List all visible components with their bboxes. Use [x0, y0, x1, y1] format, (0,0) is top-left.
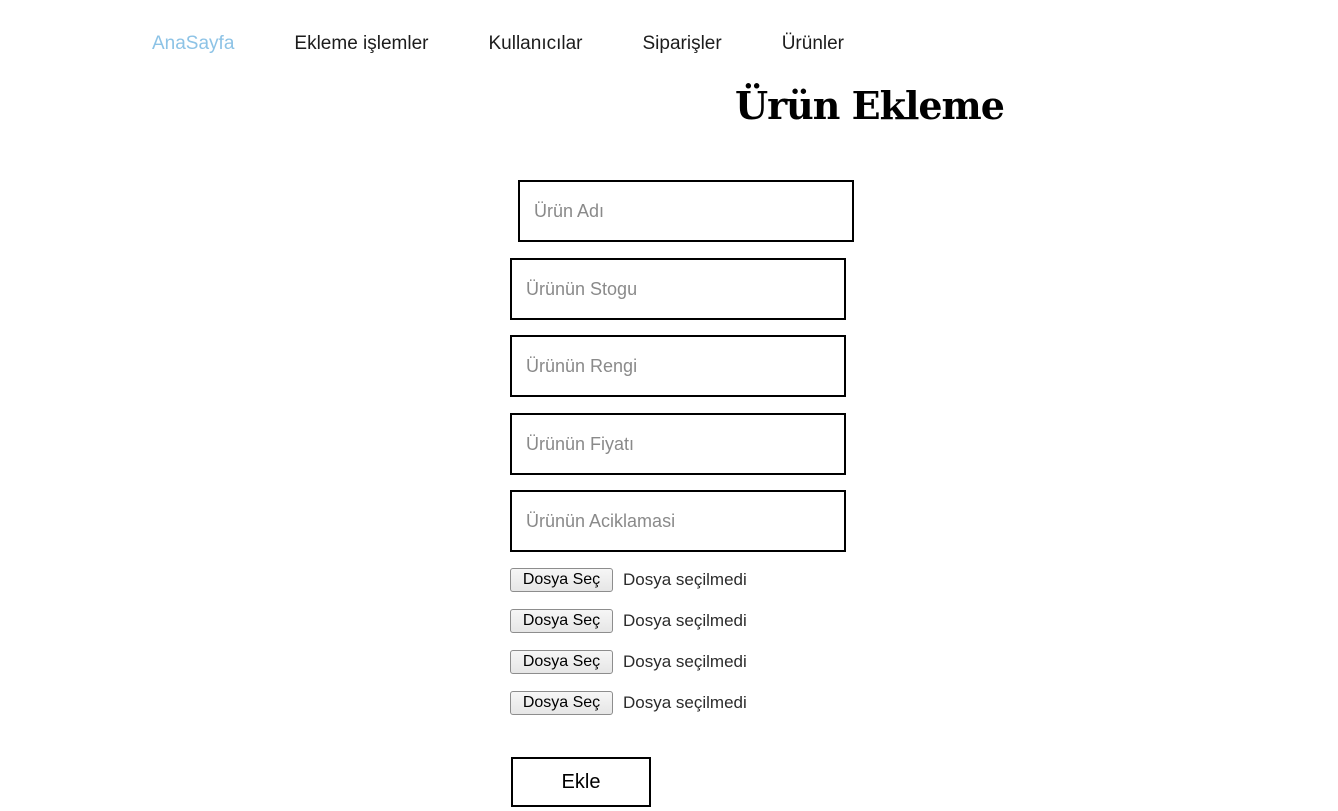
nav-item-anasayfa[interactable]: AnaSayfa [152, 33, 235, 54]
file-status-label-4: Dosya seçilmedi [623, 693, 747, 712]
choose-file-button-1[interactable]: Dosya Seç [510, 568, 613, 592]
choose-file-button-3[interactable]: Dosya Seç [510, 650, 613, 674]
choose-file-button-4[interactable]: Dosya Seç [510, 691, 613, 715]
file-input-row-1 [510, 568, 747, 592]
nav-item-siparisler[interactable]: Siparişler [642, 33, 722, 54]
product-name-input[interactable] [518, 180, 854, 242]
submit-button[interactable]: Ekle [511, 757, 651, 807]
product-color-input[interactable] [510, 335, 846, 397]
product-stock-input[interactable] [510, 258, 846, 320]
top-nav [152, 33, 844, 55]
file-status-label-3: Dosya seçilmedi [623, 652, 747, 671]
file-input-row-3 [510, 650, 747, 674]
product-description-input[interactable] [510, 490, 846, 552]
choose-file-button-2[interactable]: Dosya Seç [510, 609, 613, 633]
nav-item-kullanicilar[interactable]: Kullanıcılar [488, 33, 583, 54]
page-title: Ürün Ekleme [735, 83, 1004, 128]
nav-item-urunler[interactable]: Ürünler [781, 33, 845, 54]
file-input-row-2 [510, 609, 747, 633]
product-price-input[interactable] [510, 413, 846, 475]
file-status-label-1: Dosya seçilmedi [623, 570, 747, 589]
nav-item-ekleme-islemler[interactable]: Ekleme işlemler [294, 33, 429, 54]
file-input-row-4 [510, 691, 747, 715]
file-status-label-2: Dosya seçilmedi [623, 611, 747, 630]
